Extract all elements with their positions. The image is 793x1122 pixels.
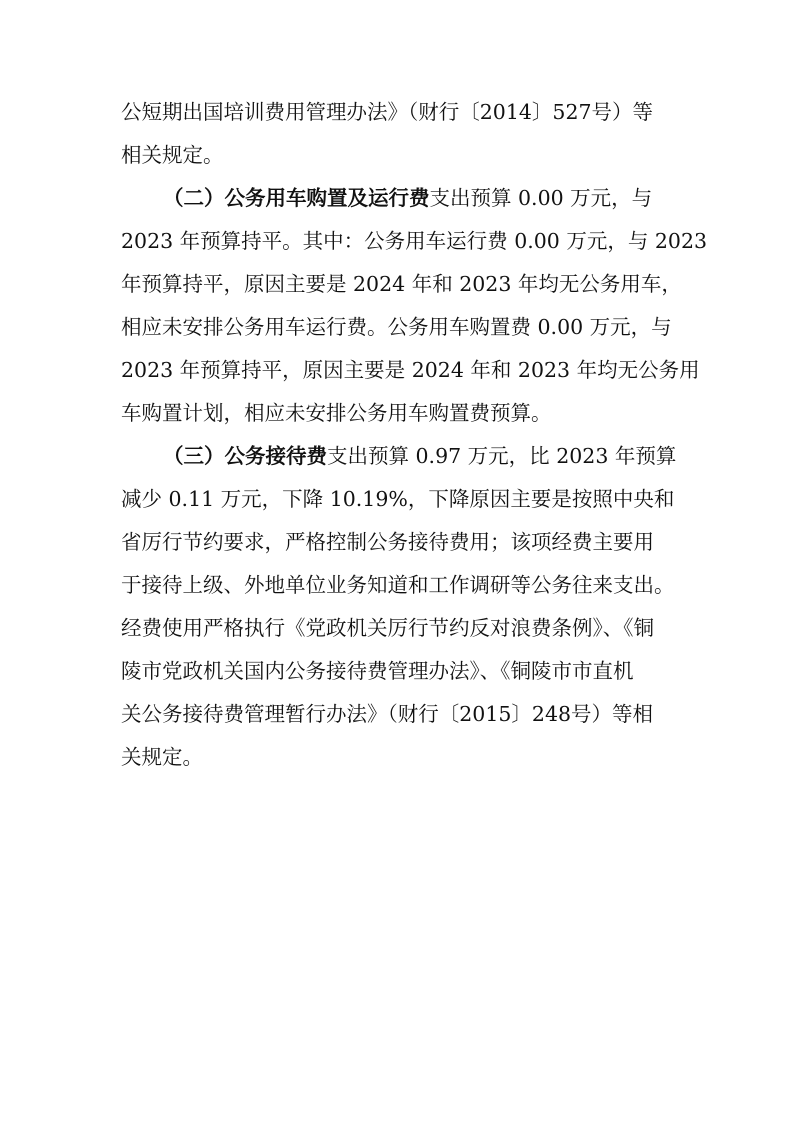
text-line-13: 经费使用严格执行《党政机关厉行节约反对浪费条例》、《铜 — [121, 616, 654, 640]
text-line-5: 年预算持平，原因主要是 2024 年和 2023 年均无公务用车， — [121, 272, 682, 296]
text-line-15: 关公务接待费管理暂行办法》（财行〔2015〕248号）等相 — [121, 702, 654, 726]
text-line-4: 2023 年预算持平。其中：公务用车运行费 0.00 万元，与 2023 — [121, 229, 708, 253]
section-2-heading: （二）公务用车购置及运行费 — [163, 186, 430, 210]
section-3-paragraph-start — [163, 442, 676, 470]
text-line-11: 省厉行节约要求，严格控制公务接待费用；该项经费主要用 — [121, 530, 654, 554]
section-2-paragraph-start — [163, 184, 652, 212]
text-line-7: 2023 年预算持平，原因主要是 2024 年和 2023 年均无公务用 — [121, 358, 700, 382]
text-line-2: 相关规定。 — [121, 143, 224, 167]
text-line-6: 相应未安排公务用车运行费。公务用车购置费 0.00 万元，与 — [121, 315, 672, 339]
text-line-14: 陵市党政机关国内公务接待费管理办法》、《铜陵市市直机 — [121, 659, 634, 683]
section-3-heading: （三）公务接待费 — [163, 444, 327, 468]
text-line-12: 于接待上级、外地单位业务知道和工作调研等公务往来支出。 — [121, 573, 675, 597]
section-3-text: 支出预算 0.97 万元，比 2023 年预算 — [327, 444, 677, 468]
text-line-16: 关规定。 — [121, 745, 203, 769]
text-line-1: 公短期出国培训费用管理办法》（财行〔2014〕527号）等 — [121, 100, 654, 124]
text-line-8: 车购置计划，相应未安排公务用车购置费预算。 — [121, 401, 552, 425]
section-2-text: 支出预算 0.00 万元，与 — [429, 186, 653, 210]
text-line-10: 减少 0.11 万元，下降 10.19%，下降原因主要是按照中央和 — [121, 487, 675, 511]
